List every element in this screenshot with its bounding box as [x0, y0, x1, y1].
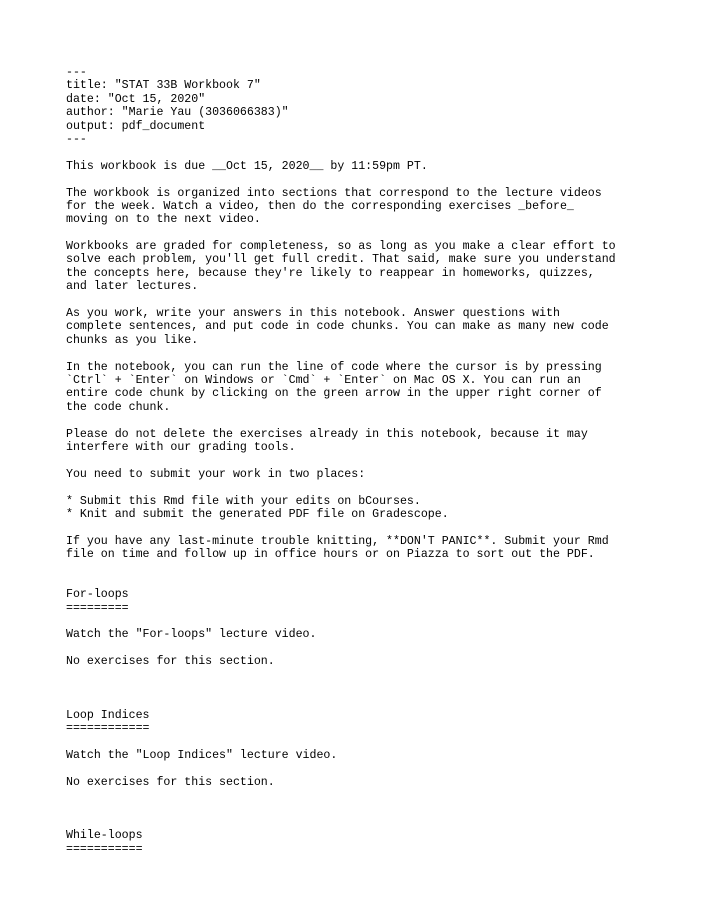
document-line: for the week. Watch a video, then do the corresponding exercises _before_	[66, 199, 574, 213]
document-line	[66, 481, 706, 494]
document-line: the code chunk.	[66, 400, 171, 414]
document-line: Watch the "Loop Indices" lecture video.	[66, 748, 338, 762]
document-line: and later lectures.	[66, 280, 199, 294]
document-line	[66, 789, 706, 802]
document-page	[66, 66, 706, 856]
document-line: author: "Marie Yau (3036066383)"	[66, 106, 289, 120]
document-line	[66, 695, 706, 708]
document-line: ============	[66, 722, 150, 736]
document-line	[66, 682, 706, 695]
document-line	[66, 575, 706, 588]
document-line	[66, 762, 706, 775]
document-line: You need to submit your work in two places:	[66, 467, 366, 481]
document-line	[66, 173, 706, 186]
document-line: If you have any last-minute trouble knitting, **DON'T PANIC**. Submit your Rmd	[66, 534, 609, 548]
document-line	[66, 521, 706, 534]
document-line: ===========	[66, 842, 143, 856]
document-line	[66, 642, 706, 655]
document-line: * Knit and submit the generated PDF file on Gradescope.	[66, 507, 449, 521]
document-line	[66, 802, 706, 815]
document-line	[66, 454, 706, 467]
document-line: For-loops	[66, 588, 129, 602]
document-line	[66, 669, 706, 682]
document-line: chunks as you like.	[66, 333, 199, 347]
document-line	[66, 146, 706, 159]
document-line: No exercises for this section.	[66, 775, 275, 789]
document-line: title: "STAT 33B Workbook 7"	[66, 79, 261, 93]
document-line	[66, 615, 706, 628]
document-line: Loop Indices	[66, 708, 150, 722]
document-line	[66, 294, 706, 307]
document-line	[66, 816, 706, 829]
document-line	[66, 414, 706, 427]
document-line: solve each problem, you'll get full credit. That said, make sure you understand	[66, 253, 616, 267]
document-line: file on time and follow up in office hours or on Piazza to sort out the PDF.	[66, 548, 595, 562]
document-line: complete sentences, and put code in code chunks. You can make as many new code	[66, 320, 609, 334]
document-line: Workbooks are graded for completeness, so as long as you make a clear effort to	[66, 240, 616, 254]
document-line: As you work, write your answers in this notebook. Answer questions with	[66, 307, 560, 321]
document-line: =========	[66, 601, 129, 615]
document-line: moving on to the next video.	[66, 213, 261, 227]
document-line	[66, 736, 706, 749]
document-line: While-loops	[66, 829, 143, 843]
document-line: This workbook is due __Oct 15, 2020__ by 11:59pm PT.	[66, 159, 428, 173]
document-line	[66, 347, 706, 360]
document-line: * Submit this Rmd file with your edits on bCourses.	[66, 494, 421, 508]
document-line: No exercises for this section.	[66, 655, 275, 669]
document-line: Please do not delete the exercises already in this notebook, because it may	[66, 427, 588, 441]
document-line: entire code chunk by clicking on the green arrow in the upper right corner of	[66, 387, 602, 401]
document-line: The workbook is organized into sections that correspond to the lecture videos	[66, 186, 602, 200]
document-line: In the notebook, you can run the line of code where the cursor is by pressing	[66, 360, 602, 374]
document-line	[66, 561, 706, 574]
document-line: ---	[66, 132, 87, 146]
document-line: date: "Oct 15, 2020"	[66, 92, 206, 106]
document-line: `Ctrl` + `Enter` on Windows or `Cmd` + `Enter` on Mac OS X. You can run an	[66, 373, 581, 387]
document-line	[66, 227, 706, 240]
document-line: the concepts here, because they're likely to reappear in homeworks, quizzes,	[66, 266, 595, 280]
document-line: output: pdf_document	[66, 119, 206, 133]
document-line: Watch the "For-loops" lecture video.	[66, 628, 317, 642]
document-line: ---	[66, 66, 87, 79]
document-line: interfere with our grading tools.	[66, 440, 296, 454]
